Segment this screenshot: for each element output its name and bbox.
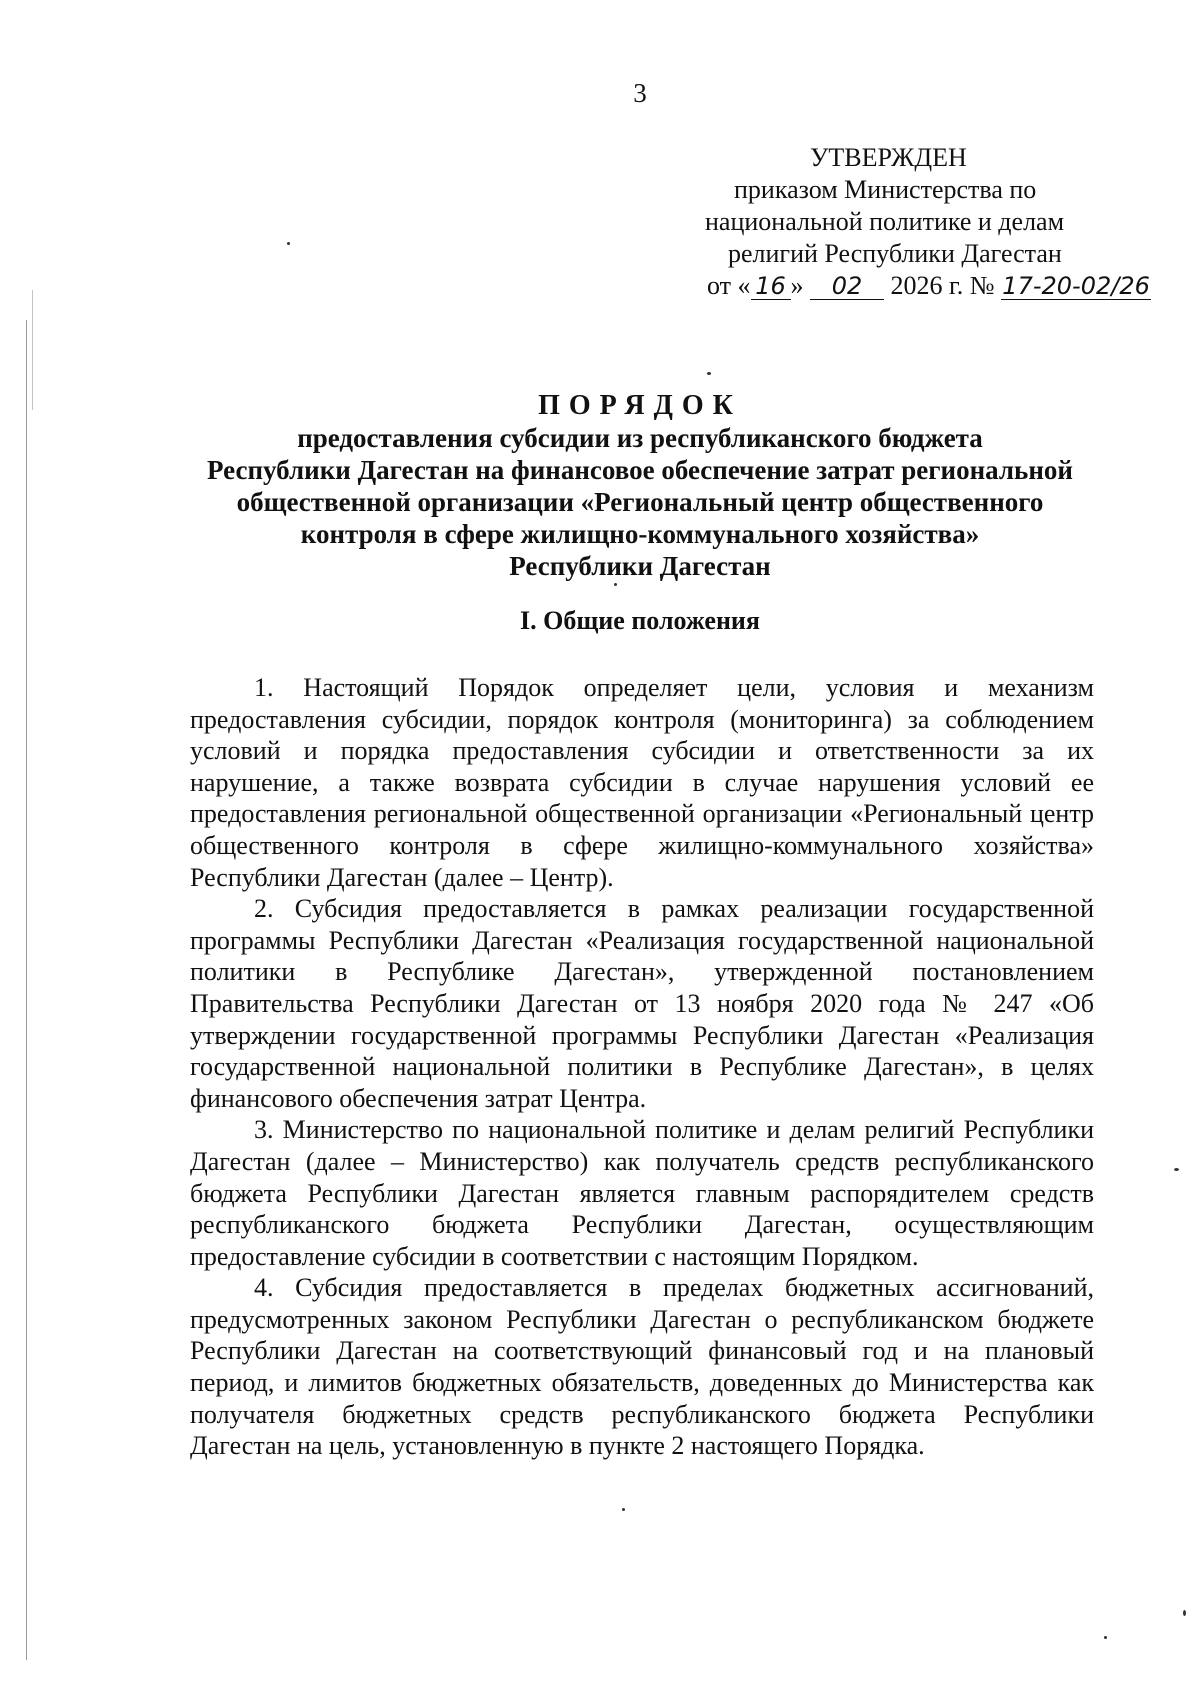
paragraph: 4. Субсидия предоставляется в пределах бюджетных ассигнований, предусмотренных законом Республики Дагестан о республиканском бюджете Республики Дагестан на соответствующий финансовый год и на плановый период, и лимитов бюджетных обязательств, доведенных до Министерства как получателя бюджетных средств республиканского бюджета Республики Дагестан на цель, установленную в пункте 2 настоящего Порядка. xyxy=(190,1273,1094,1461)
approval-line: религий Республики Дагестан xyxy=(728,239,1062,268)
document-title xyxy=(190,390,1090,582)
approval-line: приказом Министерства по xyxy=(734,175,1037,204)
scan-speck xyxy=(622,1508,625,1511)
paragraph: 2. Субсидия предоставляется в рамках реализации государственной программы Республики Дагестан «Реализация государственной национальной политики в Республике Дагестан», утвержденной постановлением Правительства Республики Дагестан от 13 ноября 2020 года № 247 «Об утверждении государственной программы Республики Дагестан «Реализация государственной национальной политики в Республике Дагестан», в целях финансового обеспечения затрат Центра. xyxy=(190,894,1094,1113)
title-line: Республики Дагестан xyxy=(509,551,771,581)
paragraph: 3. Министерство по национальной политике и делам религий Республики Дагестан (далее – Министерство) как получатель средств республиканского бюджета Республики Дагестан является главным распорядителем средств республиканского бюджета Республики Дагестан, осуществляющим предоставление субсидии в соответствии с настоящим Порядком. xyxy=(190,1115,1094,1271)
title-line: предоставления субсидии из республиканского бюджета xyxy=(297,423,983,453)
approval-line: национальной политике и делам xyxy=(705,207,1065,236)
date-year: 2026 г. № xyxy=(890,271,995,300)
approval-date-line xyxy=(680,270,1150,302)
section-heading: I. Общие положения xyxy=(520,606,760,635)
scan-speck xyxy=(614,583,617,586)
handwritten-month: 02 xyxy=(810,273,884,300)
paragraph: 1. Настоящий Порядок определяет цели, условия и механизм предоставления субсидии, порядок контроля (мониторинга) за соблюдением условий и порядка предоставления субсидии и ответственности за их нарушение, а также возврата субсидии в случае нарушения условий ее предоставления региональной общественной организации «Региональный центр общественного контроля в сфере жилищно-коммунального хозяйства» Республики Дагестан (далее – Центр). xyxy=(190,673,1094,892)
scan-edge-line xyxy=(26,320,27,1660)
handwritten-order-number: 17-20-02/26 xyxy=(1002,272,1150,300)
title-main: ПОРЯДОК xyxy=(538,390,742,421)
page-number: 3 xyxy=(633,78,647,108)
scan-speck xyxy=(1104,1636,1107,1639)
scan-edge-line xyxy=(32,290,33,410)
title-line: контроля в сфере жилищно-коммунального хозяйства» xyxy=(300,519,980,549)
date-mid: » xyxy=(790,271,804,300)
section-body xyxy=(190,672,1094,1462)
title-line: общественной организации «Региональный центр общественного xyxy=(236,487,1044,517)
scan-speck xyxy=(1174,1168,1179,1171)
scan-speck xyxy=(287,242,290,245)
handwritten-day: 16 xyxy=(751,273,791,300)
scan-speck xyxy=(707,372,711,375)
approval-stamp xyxy=(680,142,1150,302)
approval-title: УТВЕРЖДЕН xyxy=(810,143,967,172)
date-prefix: от « xyxy=(707,271,751,300)
scan-speck xyxy=(1183,1610,1186,1616)
title-line: Республики Дагестан на финансовое обеспечение затрат региональной xyxy=(207,455,1073,485)
